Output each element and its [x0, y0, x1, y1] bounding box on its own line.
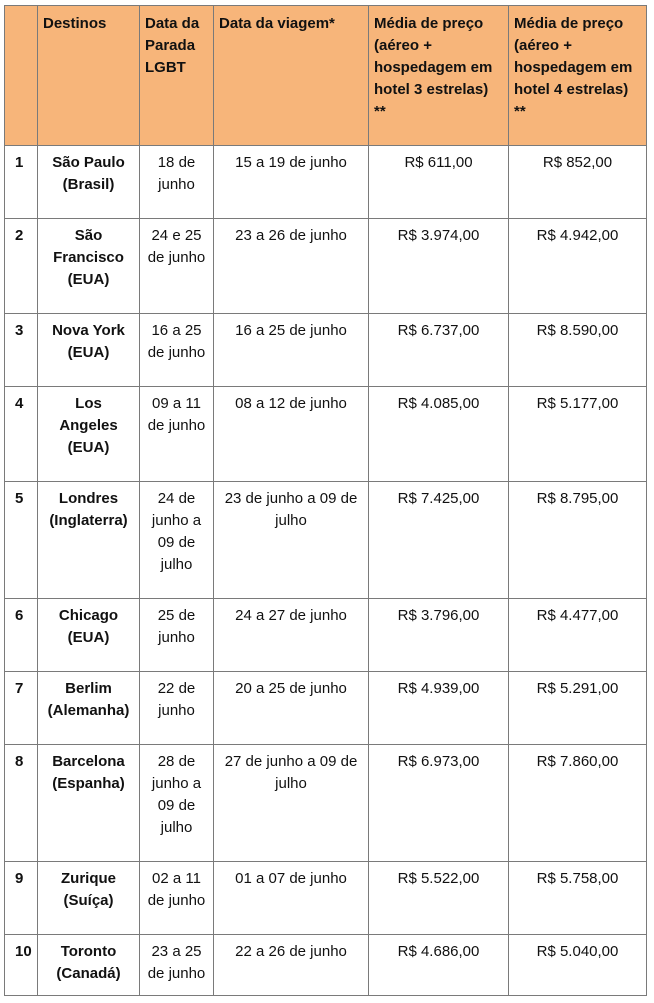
price-4-stars-cell: R$ 5.758,00 [509, 862, 647, 935]
trip-date-line: 27 de junho a 09 de [224, 753, 358, 770]
trip-date-line: 15 a 19 de junho [235, 154, 347, 171]
trip-date-line: 24 a 27 de junho [235, 607, 347, 624]
destination-line: (Suíça) [63, 892, 114, 909]
parada-date-line: de junho [147, 892, 206, 909]
trip-date-cell [214, 599, 369, 672]
row-number: 6 [5, 599, 38, 672]
row-number: 4 [5, 387, 38, 482]
header-media4-line: ** [514, 103, 526, 120]
destination-cell [38, 935, 140, 996]
parada-date-line: junho [158, 629, 195, 646]
destination-line: Zurique [61, 870, 116, 887]
header-row [5, 6, 647, 146]
destination-cell [38, 314, 140, 387]
parada-date-line: 24 de [157, 490, 196, 507]
header-media4-line: hospedagem em [514, 59, 633, 76]
trip-date-cell [214, 387, 369, 482]
destination-line: São Paulo [52, 154, 125, 171]
header-media3-line: hotel 3 estrelas) [374, 81, 489, 98]
table-row [5, 745, 647, 862]
destination-line: Barcelona [52, 753, 125, 770]
price-3-stars-cell: R$ 611,00 [369, 146, 509, 219]
parada-date-cell [140, 599, 214, 672]
row-number: 3 [5, 314, 38, 387]
header-number [5, 6, 38, 146]
trip-date-line: 08 a 12 de junho [235, 395, 347, 412]
table-body [5, 146, 647, 996]
parada-date-line: junho [158, 176, 195, 193]
parada-date-line: julho [160, 819, 193, 836]
price-3-stars-cell: R$ 7.425,00 [369, 482, 509, 599]
destination-cell [38, 862, 140, 935]
parada-date-line: 23 a 25 [151, 943, 202, 960]
row-number: 10 [5, 935, 38, 996]
row-number: 8 [5, 745, 38, 862]
destination-line: Berlim [65, 680, 112, 697]
table-row [5, 219, 647, 314]
parada-date-line: 09 de [157, 534, 196, 551]
trip-date-line: 23 a 26 de junho [235, 227, 347, 244]
destination-line: (Alemanha) [47, 702, 130, 719]
header-data-viagem: Data da viagem* [214, 6, 369, 146]
row-number: 7 [5, 672, 38, 745]
trip-date-line: 01 a 07 de junho [235, 870, 347, 887]
parada-date-line: 16 a 25 [151, 322, 202, 339]
price-4-stars-cell: R$ 5.040,00 [509, 935, 647, 996]
parada-date-cell [140, 862, 214, 935]
destination-line: (Canadá) [56, 965, 121, 982]
trip-date-line: julho [275, 775, 307, 792]
destination-line: (EUA) [67, 344, 110, 361]
trip-date-line: julho [275, 512, 307, 529]
destination-line: São [74, 227, 103, 244]
price-3-stars-cell: R$ 4.085,00 [369, 387, 509, 482]
destination-cell [38, 387, 140, 482]
parada-date-cell [140, 387, 214, 482]
header-parada-line: Parada [145, 37, 196, 54]
price-3-stars-cell: R$ 6.973,00 [369, 745, 509, 862]
parada-date-cell [140, 672, 214, 745]
header-media-4-estrelas [509, 6, 647, 146]
destination-cell [38, 745, 140, 862]
table-row [5, 387, 647, 482]
header-media4-line: hotel 4 estrelas) [514, 81, 629, 98]
trip-date-line: 23 de junho a 09 de [224, 490, 358, 507]
destination-cell [38, 599, 140, 672]
price-4-stars-cell: R$ 5.291,00 [509, 672, 647, 745]
destination-cell [38, 672, 140, 745]
parada-date-line: 09 de [157, 797, 196, 814]
destination-line: Los [75, 395, 102, 412]
destination-line: Toronto [60, 943, 117, 960]
trip-date-cell [214, 314, 369, 387]
table-row [5, 672, 647, 745]
parada-date-line: 24 e 25 [151, 227, 202, 244]
header-media-3-estrelas [369, 6, 509, 146]
price-4-stars-cell: R$ 852,00 [509, 146, 647, 219]
price-4-stars-cell: R$ 5.177,00 [509, 387, 647, 482]
price-4-stars-cell: R$ 8.590,00 [509, 314, 647, 387]
destination-line: Francisco [53, 249, 124, 266]
destination-line: (EUA) [67, 439, 110, 456]
parada-date-cell [140, 745, 214, 862]
price-3-stars-cell: R$ 3.974,00 [369, 219, 509, 314]
parada-date-line: 09 a 11 [152, 395, 201, 412]
parada-date-line: junho a [151, 775, 202, 792]
row-number: 9 [5, 862, 38, 935]
header-media3-line: ** [374, 103, 386, 120]
parada-date-line: de junho [147, 965, 206, 982]
parada-date-cell [140, 314, 214, 387]
parada-date-cell [140, 219, 214, 314]
parada-date-line: junho [158, 702, 195, 719]
header-media3-line: (aéreo + [374, 37, 432, 54]
parada-date-cell [140, 935, 214, 996]
price-3-stars-cell: R$ 4.686,00 [369, 935, 509, 996]
trip-date-cell [214, 935, 369, 996]
row-number: 5 [5, 482, 38, 599]
destination-line: (Brasil) [62, 176, 115, 193]
parada-date-cell [140, 482, 214, 599]
price-4-stars-cell: R$ 8.795,00 [509, 482, 647, 599]
price-3-stars-cell: R$ 3.796,00 [369, 599, 509, 672]
trip-date-cell [214, 219, 369, 314]
parada-date-line: 25 de [157, 607, 196, 624]
parada-date-line: julho [160, 556, 193, 573]
header-parada-line: LGBT [145, 59, 186, 76]
destination-line: Chicago [58, 607, 119, 624]
table-row [5, 862, 647, 935]
trip-date-cell [214, 862, 369, 935]
destination-line: Nova York [52, 322, 125, 339]
header-media3-line: hospedagem em [374, 59, 493, 76]
header-media3-line: Média de preço [374, 15, 484, 32]
trip-date-cell [214, 146, 369, 219]
destination-line: (Espanha) [52, 775, 125, 792]
trip-date-line: 16 a 25 de junho [235, 322, 347, 339]
header-data-parada [140, 6, 214, 146]
header-media4-line: Média de preço [514, 15, 624, 32]
parada-date-line: junho a [151, 512, 202, 529]
header-media4-line: (aéreo + [514, 37, 572, 54]
parada-date-line: 02 a 11 [152, 870, 201, 887]
header-parada-line: Data da [145, 15, 200, 32]
destination-line: Londres [58, 490, 119, 507]
destination-line: Angeles [59, 417, 118, 434]
trip-date-line: 20 a 25 de junho [235, 680, 347, 697]
header-destinos: Destinos [38, 6, 140, 146]
parada-date-line: de junho [147, 417, 206, 434]
destination-line: (EUA) [67, 629, 110, 646]
price-4-stars-cell: R$ 4.942,00 [509, 219, 647, 314]
parada-date-cell [140, 146, 214, 219]
trip-date-cell [214, 482, 369, 599]
parada-date-line: 18 de [157, 154, 196, 171]
trip-date-cell [214, 672, 369, 745]
destination-cell [38, 482, 140, 599]
row-number: 2 [5, 219, 38, 314]
table-row [5, 146, 647, 219]
table-row [5, 599, 647, 672]
destination-line: (Inglaterra) [49, 512, 128, 529]
table-row [5, 482, 647, 599]
destination-line: (EUA) [67, 271, 110, 288]
price-3-stars-cell: R$ 6.737,00 [369, 314, 509, 387]
destination-cell [38, 219, 140, 314]
parada-date-line: de junho [147, 344, 206, 361]
parada-date-line: 28 de [157, 753, 196, 770]
table-row [5, 935, 647, 996]
price-4-stars-cell: R$ 7.860,00 [509, 745, 647, 862]
row-number: 1 [5, 146, 38, 219]
price-4-stars-cell: R$ 4.477,00 [509, 599, 647, 672]
destinations-price-table [4, 5, 647, 996]
parada-date-line: de junho [147, 249, 206, 266]
table-row [5, 314, 647, 387]
trip-date-cell [214, 745, 369, 862]
price-3-stars-cell: R$ 4.939,00 [369, 672, 509, 745]
destination-cell [38, 146, 140, 219]
parada-date-line: 22 de [157, 680, 196, 697]
price-3-stars-cell: R$ 5.522,00 [369, 862, 509, 935]
trip-date-line: 22 a 26 de junho [235, 943, 347, 960]
